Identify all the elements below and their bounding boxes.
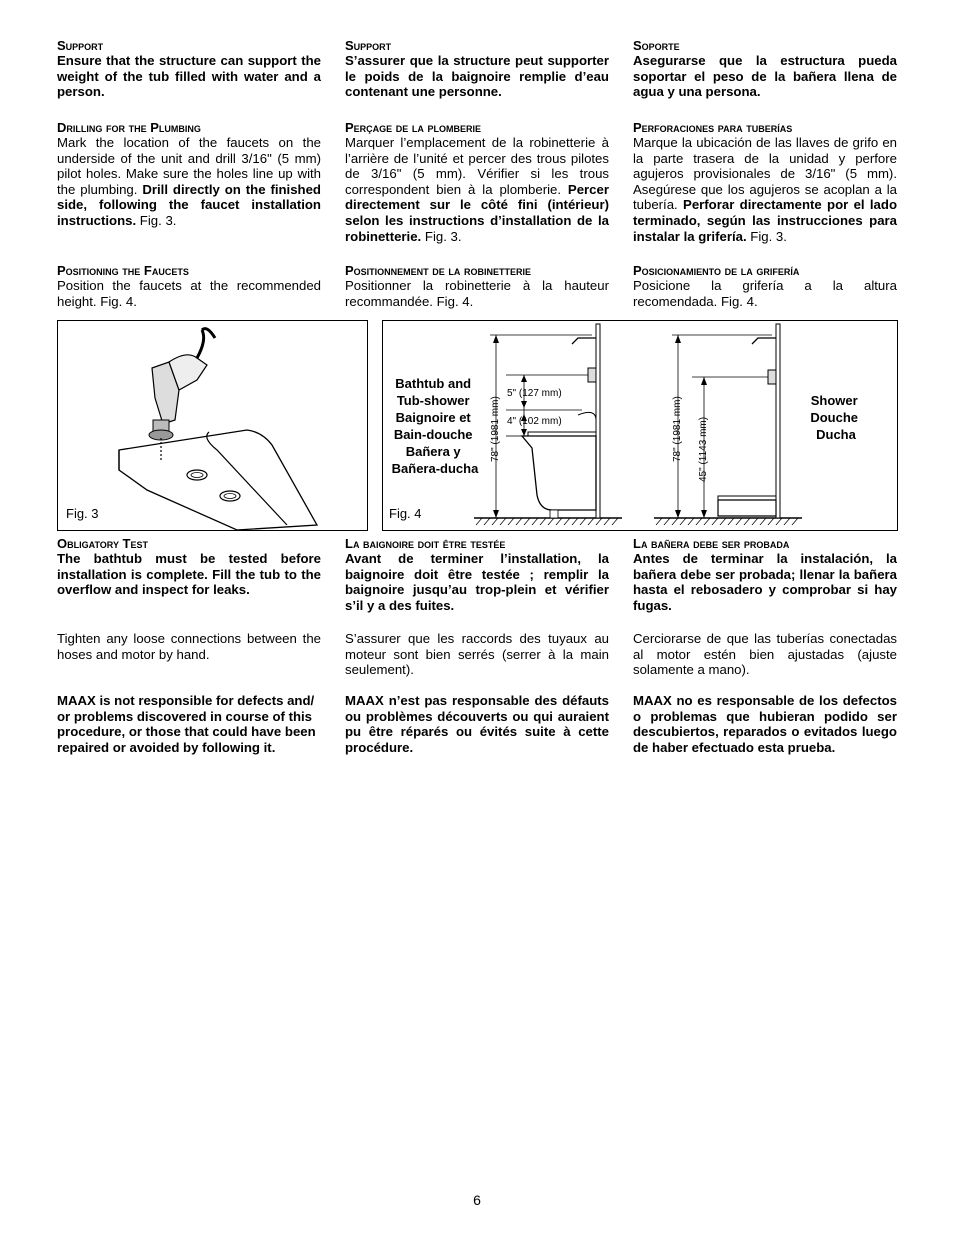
positioning-text-es: Posicione la grifería a la altura recomendada. Fig. 4.	[633, 278, 897, 309]
section-drilling-es	[633, 120, 897, 244]
section-drilling-fr	[345, 120, 609, 244]
tighten-text: Tighten any loose connections between the hoses and motor by hand.	[57, 631, 321, 662]
section-tighten-es	[633, 631, 897, 678]
test-text: The bathtub must be tested before installation is complete. Fill the tub to the overflow and inspect for leaks.	[57, 551, 321, 598]
heading-test-es: La bañera debe ser probada	[633, 536, 790, 551]
drilling-text-fr: Marquer l’emplacement de la robinetterie à l’arrière de l’unité et percer des trous pilotes de 3/16" (5 mm). Vérifier si les trous correspondent bien à la plomberie. Percer directement sur le côté fini (intérieur) selon les instructions d’installation de la robinetterie. Fig. 3.	[345, 135, 609, 244]
positioning-text-fr: Positionner la robinetterie à la hauteur recommandée. Fig. 4.	[345, 278, 609, 309]
faucet-height-diagram	[382, 320, 898, 531]
section-drilling	[57, 120, 321, 229]
drilling-text-es: Marque la ubicación de las llaves de grifo en la parte trasera de la unidad y perfore agujeros provisionales de 3/16" (5 mm). Asegúrese que los agujeros se acoplan a la tubería. Perforar directamente por el lado terminado, según las instrucciones para instalar la grifería. Fig. 3.	[633, 135, 897, 244]
heading-support-fr: Support	[345, 38, 392, 53]
section-tighten-fr	[345, 631, 609, 678]
drilling-text: Mark the location of the faucets on the underside of the unit and drill 3/16" (5 mm) pilot holes. Make sure the holes line up with the plumbing. Drill directly on the finished side, following the faucet installation instructions. Fig. 3.	[57, 135, 321, 228]
figure-4	[382, 320, 898, 531]
section-disclaimer	[57, 693, 321, 755]
section-positioning-es	[633, 263, 897, 309]
heading-support-es: Soporte	[633, 38, 680, 53]
support-text: Ensure that the structure can support the weight of the tub filled with water and a person.	[57, 53, 321, 100]
test-text-es: Antes de terminar la instalación, la bañera debe ser probada; llenar la bañera hasta el rebosadero y comprobar si hay fugas.	[633, 551, 897, 613]
section-tighten	[57, 631, 321, 662]
dim-total-shower: 78" (1981 mm)	[672, 396, 683, 462]
support-text-fr: S’assurer que la structure peut supporter le poids de la baignoire remplie d’eau contenant une personne.	[345, 53, 609, 100]
dim-5in: 5" (127 mm)	[507, 388, 562, 399]
section-support-es	[633, 38, 897, 100]
tighten-text-fr: S’assurer que les raccords des tuyaux au moteur sont bien serrés (serrer à la main seulement).	[345, 631, 609, 678]
drill-illustration	[57, 320, 368, 531]
figure-3	[57, 320, 368, 531]
section-disclaimer-es	[633, 693, 897, 755]
spout-icon	[578, 412, 596, 420]
section-test	[57, 536, 321, 598]
section-support-fr	[345, 38, 609, 100]
heading-drilling-es: Perforaciones para tuberías	[633, 120, 793, 135]
heading-drilling: Drilling for the Plumbing	[57, 120, 201, 135]
section-support	[57, 38, 321, 100]
heading-test: Obligatory Test	[57, 536, 149, 551]
bathtub-label: Bathtub and Tub-shower Baignoire et Bain-douche Bañera y Bañera-ducha	[391, 376, 479, 476]
bathtub-icon	[522, 436, 596, 510]
section-test-fr	[345, 536, 609, 613]
disclaimer-text-fr: MAAX n’est pas responsable des défauts ou problèmes découverts ou qui auraient pu être réparés ou évités suite à cette procédure.	[345, 693, 609, 755]
fig3-caption: Fig. 3	[66, 506, 99, 521]
tighten-text-es: Cerciorarse de que las tuberías conectadas al motor estén bien ajustadas (ajuste solamente a mano).	[633, 631, 897, 678]
disclaimer-text-es: MAAX no es responsable de los defectos o problemas que hubieran podido ser descubiertos, reparados o evitados luego de haber efectuado esta prueba.	[633, 693, 897, 755]
shower-label: Shower Douche Ducha	[810, 393, 859, 442]
heading-positioning-es: Posicionamiento de la grifería	[633, 263, 800, 278]
shower-head-icon	[752, 338, 776, 344]
shower-base-icon	[718, 500, 776, 516]
test-text-fr: Avant de terminer l’installation, la baignoire doit être testée ; remplir la baignoire jusqu’au trop-plein et vérifier s’il y a des fuites.	[345, 551, 609, 613]
positioning-text: Position the faucets at the recommended height. Fig. 4.	[57, 278, 321, 309]
shower-head-icon	[572, 338, 596, 344]
support-text-es: Asegurarse que la estructura pueda soportar el peso de la bañera llena de agua y una persona.	[633, 53, 897, 100]
section-disclaimer-fr	[345, 693, 609, 755]
section-positioning	[57, 263, 321, 309]
section-positioning-fr	[345, 263, 609, 309]
heading-support: Support	[57, 38, 104, 53]
section-test-es	[633, 536, 897, 613]
heading-drilling-fr: Perçage de la plomberie	[345, 120, 482, 135]
page-number: 6	[473, 1192, 481, 1208]
dim-4in: 4" (102 mm)	[507, 416, 562, 427]
heading-test-fr: La baignoire doit être testée	[345, 536, 506, 551]
dim-45in: 45" (1143 mm)	[698, 416, 709, 482]
valve-icon	[588, 368, 596, 382]
heading-positioning: Positioning the Faucets	[57, 263, 189, 278]
fig4-caption: Fig. 4	[389, 506, 422, 521]
valve-icon	[768, 370, 776, 384]
disclaimer-text: MAAX is not responsible for defects and/ or problems discovered in course of this procedure, or those that could have been repaired or avoided by following it.	[57, 693, 316, 755]
dim-total-bath: 78" (1981 mm)	[490, 396, 501, 462]
heading-positioning-fr: Positionnement de la robinetterie	[345, 263, 532, 278]
